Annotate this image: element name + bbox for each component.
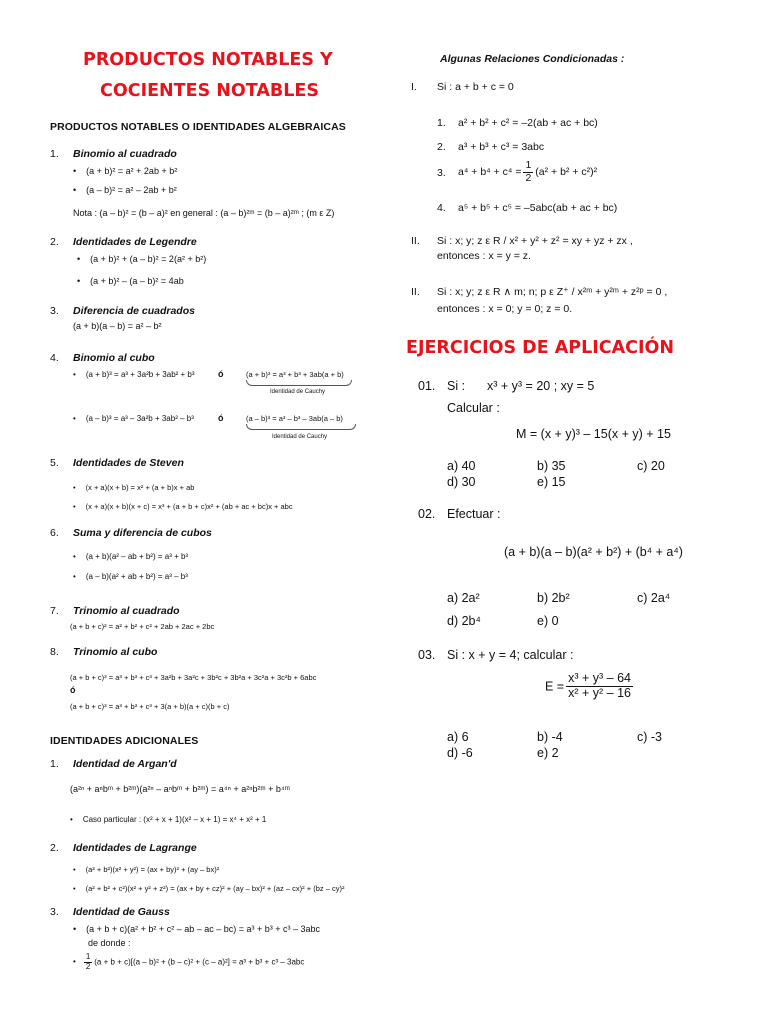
exercise-instruction: Si : x + y = 4; calcular : [447, 648, 574, 662]
condition-result: entonces : x = 0; y = 0; z = 0. [437, 303, 573, 315]
underbrace [246, 424, 356, 430]
formula: • (x + a)(x + b)(x + c) = x³ + (a + b + c)x² + (ab + ac + bc)x + abc [73, 502, 293, 511]
exercise-instruction: Calcular : [447, 401, 500, 415]
item-number: 7. [50, 605, 59, 617]
formula: • (a + b)² – (a – b)² = 4ab [77, 276, 184, 286]
item-number: 6. [50, 527, 59, 539]
or-label: ó [218, 413, 224, 423]
option-b: b) 35 [537, 459, 566, 473]
formula: • (a² + b²)(x² + y²) = (ax + by)² + (ay – bx)² [73, 865, 219, 874]
formula: a³ + b³ + c³ = 3abc [458, 141, 545, 153]
option-b: b) 2b² [537, 591, 570, 605]
formula: a⁵ + b⁵ + c⁵ = –5abc(ab + ac + bc) [458, 202, 618, 214]
item-number: 1. [50, 758, 59, 770]
ejercicios-title: EJERCICIOS DE APLICACIÓN [406, 338, 675, 358]
condition: Si : a + b + c = 0 [437, 81, 514, 93]
exercise-instruction: Efectuar : [447, 507, 501, 521]
formula-gauss-fraction: • $\frac{1}{2}$ (a + b + c)[(a – b)² + (b – c)² + (c – a)²] = a³ + b³ + c³ – 3abc [73, 952, 305, 971]
item-number: 4. [50, 352, 59, 364]
heading-diferencia-cuadrados: Diferencia de cuadrados [73, 305, 195, 317]
formula-part: (a² + b² + c²)² [535, 165, 598, 178]
exercise-number: 02. [418, 507, 436, 521]
option-e: e) 0 [537, 614, 559, 628]
option-d: d) -6 [447, 746, 473, 760]
formula-with-fraction [458, 160, 597, 184]
formula: a² + b² + c² = –2(ab + ac + bc) [458, 117, 598, 129]
item-number: 2. [50, 236, 59, 248]
heading-argand: Identidad de Argan'd [73, 758, 177, 770]
heading-binomio-cuadrado: Binomio al cuadrado [73, 148, 177, 160]
brace-label: Identidad de Cauchy [272, 434, 328, 440]
item-number: 8. [50, 646, 59, 658]
formula: • (a – b)² = a² – 2ab + b² [73, 185, 177, 195]
formula: • (a – b)³ = a³ – 3a²b + 3ab² – b³ [73, 414, 194, 423]
heading-steven: Identidades de Steven [73, 457, 184, 469]
item-number: 1. [437, 117, 446, 129]
heading-trinomio-cuadrado: Trinomio al cuadrado [73, 605, 180, 617]
section-heading-productos: PRODUCTOS NOTABLES O IDENTIDADES ALGEBRAICAS [50, 121, 346, 133]
formula: • (x + a)(x + b) = x² + (a + b)x + ab [73, 483, 194, 492]
roman-numeral: II. [411, 286, 420, 298]
caso-particular-text: Caso particular : (x² + x + 1)(x² – x + 1) = x⁴ + x² + 1 [82, 815, 267, 824]
heading-binomio-cubo: Binomio al cubo [73, 352, 155, 364]
brace-label: Identidad de Cauchy [270, 389, 326, 395]
relaciones-heading: Algunas Relaciones Condicionadas : [440, 53, 625, 65]
item-number: 3. [50, 305, 59, 317]
option-a: a) 40 [447, 459, 476, 473]
formula: (a + b + c)³ = a³ + b³ + c³ + 3a²b + 3a²c + 3b²c + 3b²a + 3c²a + 3c²b + 6abc [70, 673, 317, 682]
option-a: a) 6 [447, 730, 469, 744]
formula-cauchy: (a + b)³ = a³ + b³ + 3ab(a + b) [246, 370, 344, 379]
text-de-donde: de donde : [88, 938, 131, 948]
item-number: 4. [437, 202, 446, 214]
formula: (a + b + c)² = a² + b² + c² + 2ab + 2ac + 2bc [70, 622, 215, 631]
fraction-denominator: 2 [85, 961, 91, 971]
item-number: 3. [50, 906, 59, 918]
condition-result: entonces : x = y = z. [437, 250, 531, 262]
condition: Si : x; y; z ε R ∧ m; n; p ε Z⁺ / x²ᵐ + y²ᵐ + z²ᵖ = 0 , [437, 286, 668, 298]
heading-trinomio-cubo: Trinomio al cubo [73, 646, 158, 658]
formula-part: a⁴ + b⁴ + c⁴ = [458, 165, 522, 178]
option-d: d) 2b⁴ [447, 614, 481, 628]
item-number: 2. [437, 141, 446, 153]
fraction-lhs: E = [545, 679, 565, 694]
condition: Si : x; y; z ε R / x² + y² + z² = xy + yz + zx , [437, 235, 633, 247]
item-number: 1. [50, 148, 59, 160]
option-c: c) 20 [637, 459, 665, 473]
gauss-expression: (a + b + c)[(a – b)² + (b – c)² + (c – a)²] = a³ + b³ + c³ – 3abc [94, 957, 305, 967]
item-number: 3. [437, 167, 446, 179]
heading-lagrange: Identidades de Lagrange [73, 842, 197, 854]
or-label: ó [70, 685, 76, 695]
formula: • (a + b)(a² – ab + b²) = a³ + b³ [73, 552, 188, 561]
item-number: 5. [50, 457, 59, 469]
formula: • (a + b)³ = a³ + 3a²b + 3ab² + b³ [73, 370, 195, 379]
option-c: c) 2a⁴ [637, 591, 671, 605]
note: Nota : (a – b)² = (b – a)² en general : (a – b)²ᵐ = (b – a)²ᵐ ; (m ε Z) [73, 208, 335, 218]
roman-numeral: II. [411, 235, 420, 247]
exercise-number: 03. [418, 648, 436, 662]
heading-gauss: Identidad de Gauss [73, 906, 170, 918]
exercise-si: Si : [447, 379, 466, 393]
option-e: e) 15 [537, 475, 566, 489]
page-title-line2: COCIENTES NOTABLES [100, 81, 319, 101]
exercise-number: 01. [418, 379, 436, 393]
option-b: b) -4 [537, 730, 563, 744]
formula-caso-particular: • Caso particular : (x² + x + 1)(x² – x + 1) = x⁴ + x² + 1 [70, 815, 267, 824]
formula: • (a + b)² + (a – b)² = 2(a² + b²) [77, 254, 206, 264]
roman-numeral: I. [411, 81, 417, 93]
formula: (a²ⁿ + aⁿbᵐ + b²ᵐ)(a²ⁿ – aⁿbᵐ + b²ᵐ) = a⁴ⁿ + a²ⁿb²ᵐ + b⁴ᵐ [70, 784, 290, 794]
formula: (a + b)(a – b) = a² – b² [73, 321, 162, 331]
option-e: e) 2 [537, 746, 559, 760]
formula: (a + b + c)³ = a³ + b³ + c³ + 3(a + b)(a + c)(b + c) [70, 702, 230, 711]
page-title-line1: PRODUCTOS NOTABLES Y [83, 50, 333, 70]
underbrace [246, 380, 352, 386]
fraction-numerator: 1 [85, 952, 91, 961]
fraction-denominator: x² + y² – 16 [568, 685, 631, 700]
fraction-denominator: 2 [525, 171, 532, 184]
exercise-expression: M = (x + y)³ – 15(x + y) + 15 [516, 427, 671, 441]
exercise-fraction-expression [545, 672, 635, 701]
fraction-numerator: x³ + y³ – 64 [568, 671, 631, 685]
or-label: ó [218, 369, 224, 379]
option-c: c) -3 [637, 730, 662, 744]
formula-cauchy: (a – b)³ = a³ – b³ – 3ab(a – b) [246, 414, 343, 423]
item-number: 2. [50, 842, 59, 854]
formula: • (a + b + c)(a² + b² + c² – ab – ac – bc) = a³ + b³ + c³ – 3abc [73, 924, 320, 934]
formula: • (a² + b² + c²)(x² + y² + z²) = (ax + by + cz)² + (ay – bx)² + (az – cx)² + (bz – cy)² [73, 884, 344, 893]
formula: • (a + b)² = a² + 2ab + b² [73, 166, 177, 176]
formula: • (a – b)(a² + ab + b²) = a³ – b³ [73, 572, 188, 581]
option-d: d) 30 [447, 475, 476, 489]
exercise-condition: x³ + y³ = 20 ; xy = 5 [487, 379, 595, 393]
heading-legendre: Identidades de Legendre [73, 236, 197, 248]
exercise-expression: (a + b)(a – b)(a² + b²) + (b⁴ + a⁴) [504, 545, 683, 559]
heading-suma-diferencia-cubos: Suma y diferencia de cubos [73, 527, 212, 539]
fraction-numerator: 1 [525, 159, 532, 171]
section-heading-identidades-adicionales: IDENTIDADES ADICIONALES [50, 735, 199, 747]
option-a: a) 2a² [447, 591, 480, 605]
